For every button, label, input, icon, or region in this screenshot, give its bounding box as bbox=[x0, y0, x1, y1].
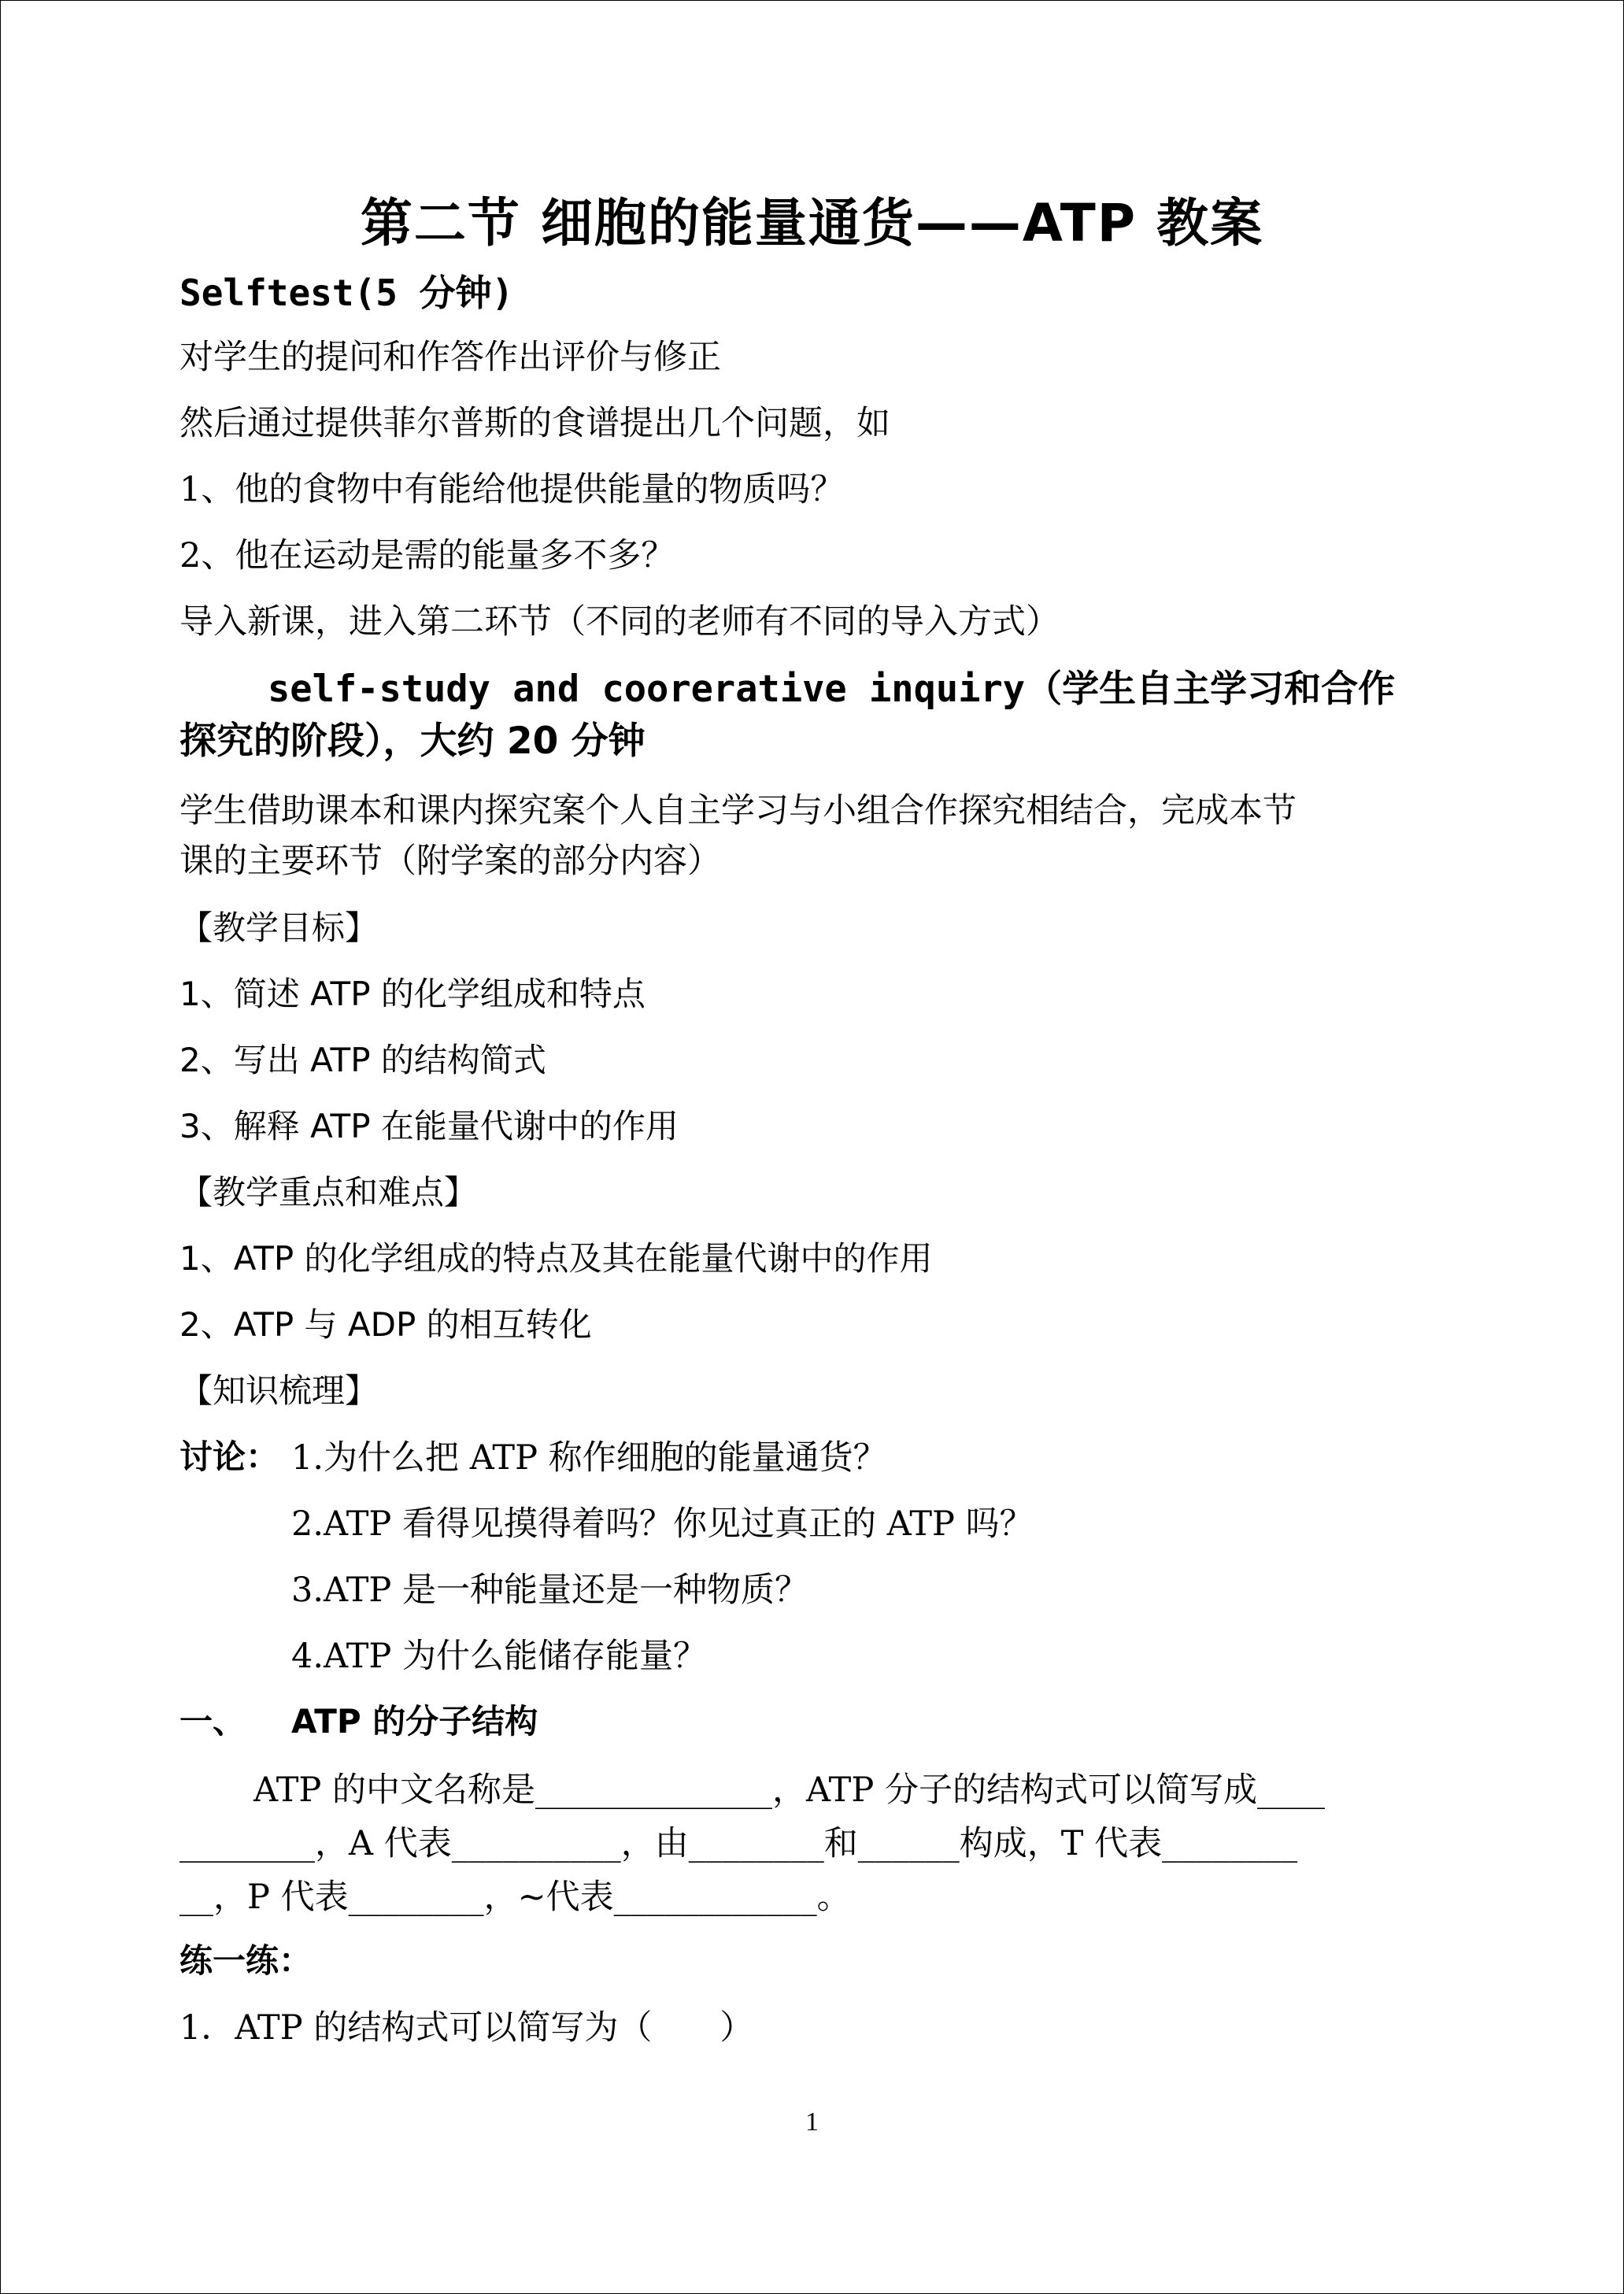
selftest-line-1: 对学生的提问和作答作出评价与修正 bbox=[179, 338, 721, 377]
section1-number: 一、 bbox=[179, 1702, 246, 1741]
fill-blank-line-2: ________，A 代表__________，由________和______构成，T 代表________ bbox=[179, 1824, 1298, 1863]
discussion-item-2: 2.ATP 看得见摸得着吗？你见过真正的 ATP 吗？ bbox=[291, 1504, 1034, 1544]
discussion-item-3: 3.ATP 是一种能量还是一种物质？ bbox=[291, 1571, 809, 1610]
knowledge-heading: 【知识梳理】 bbox=[179, 1371, 379, 1410]
keypoint-item-1: 1、ATP 的化学组成的特点及其在能量代谢中的作用 bbox=[179, 1239, 933, 1278]
document-title: 第二节 细胞的能量通货——ATP 教案 bbox=[360, 193, 1264, 253]
practice-question-1: 1．ATP 的结构式可以简写为（ ） bbox=[179, 2008, 754, 2048]
fill-blank-line-1: ATP 的中文名称是______________，ATP 分子的结构式可以简写成____ bbox=[253, 1770, 1325, 1810]
fill-blank-line-3: __，P 代表________，~代表____________。 bbox=[179, 1878, 851, 1917]
goal-item-2: 2、写出 ATP 的结构简式 bbox=[179, 1041, 546, 1079]
discussion-label: 讨论： bbox=[179, 1437, 279, 1476]
practice-heading: 练一练： bbox=[179, 1941, 313, 1980]
selftest-line-3: 1、他的食物中有能给他提供能量的物质吗？ bbox=[179, 470, 845, 509]
discussion-item-1: 1.为什么把 ATP 称作细胞的能量通货？ bbox=[291, 1438, 887, 1478]
selfstudy-heading-line2: 探究的阶段），大约 20 分钟 bbox=[179, 720, 646, 763]
keypoint-item-2: 2、ATP 与 ADP 的相互转化 bbox=[179, 1305, 592, 1344]
goals-heading: 【教学目标】 bbox=[179, 908, 379, 947]
selfstudy-text-line1: 学生借助课本和课内探究案个人自主学习与小组合作探究相结合，完成本节 bbox=[179, 791, 1297, 831]
section1-title: ATP 的分子结构 bbox=[291, 1702, 538, 1741]
goal-item-3: 3、解释 ATP 在能量代谢中的作用 bbox=[179, 1107, 679, 1145]
selftest-line-4: 2、他在运动是需的能量多不多？ bbox=[179, 536, 675, 575]
selfstudy-heading-line1: self-study and coorerative inquiry（学生自主学习和合作 bbox=[268, 668, 1396, 711]
goal-item-1: 1、简述 ATP 的化学组成和特点 bbox=[179, 975, 646, 1013]
selfstudy-text-line2: 课的主要环节（附学案的部分内容） bbox=[179, 842, 721, 881]
selftest-line-2: 然后通过提供菲尔普斯的食谱提出几个问题，如 bbox=[179, 404, 890, 443]
page-number: 1 bbox=[805, 2107, 819, 2137]
discussion-item-4: 4.ATP 为什么能储存能量？ bbox=[291, 1637, 708, 1676]
selftest-line-5: 导入新课，进入第二环节（不同的老师有不同的导入方式） bbox=[179, 602, 1060, 642]
keypoints-heading: 【教学重点和难点】 bbox=[179, 1173, 478, 1212]
selftest-heading: Selftest(5 分钟) bbox=[179, 272, 514, 314]
